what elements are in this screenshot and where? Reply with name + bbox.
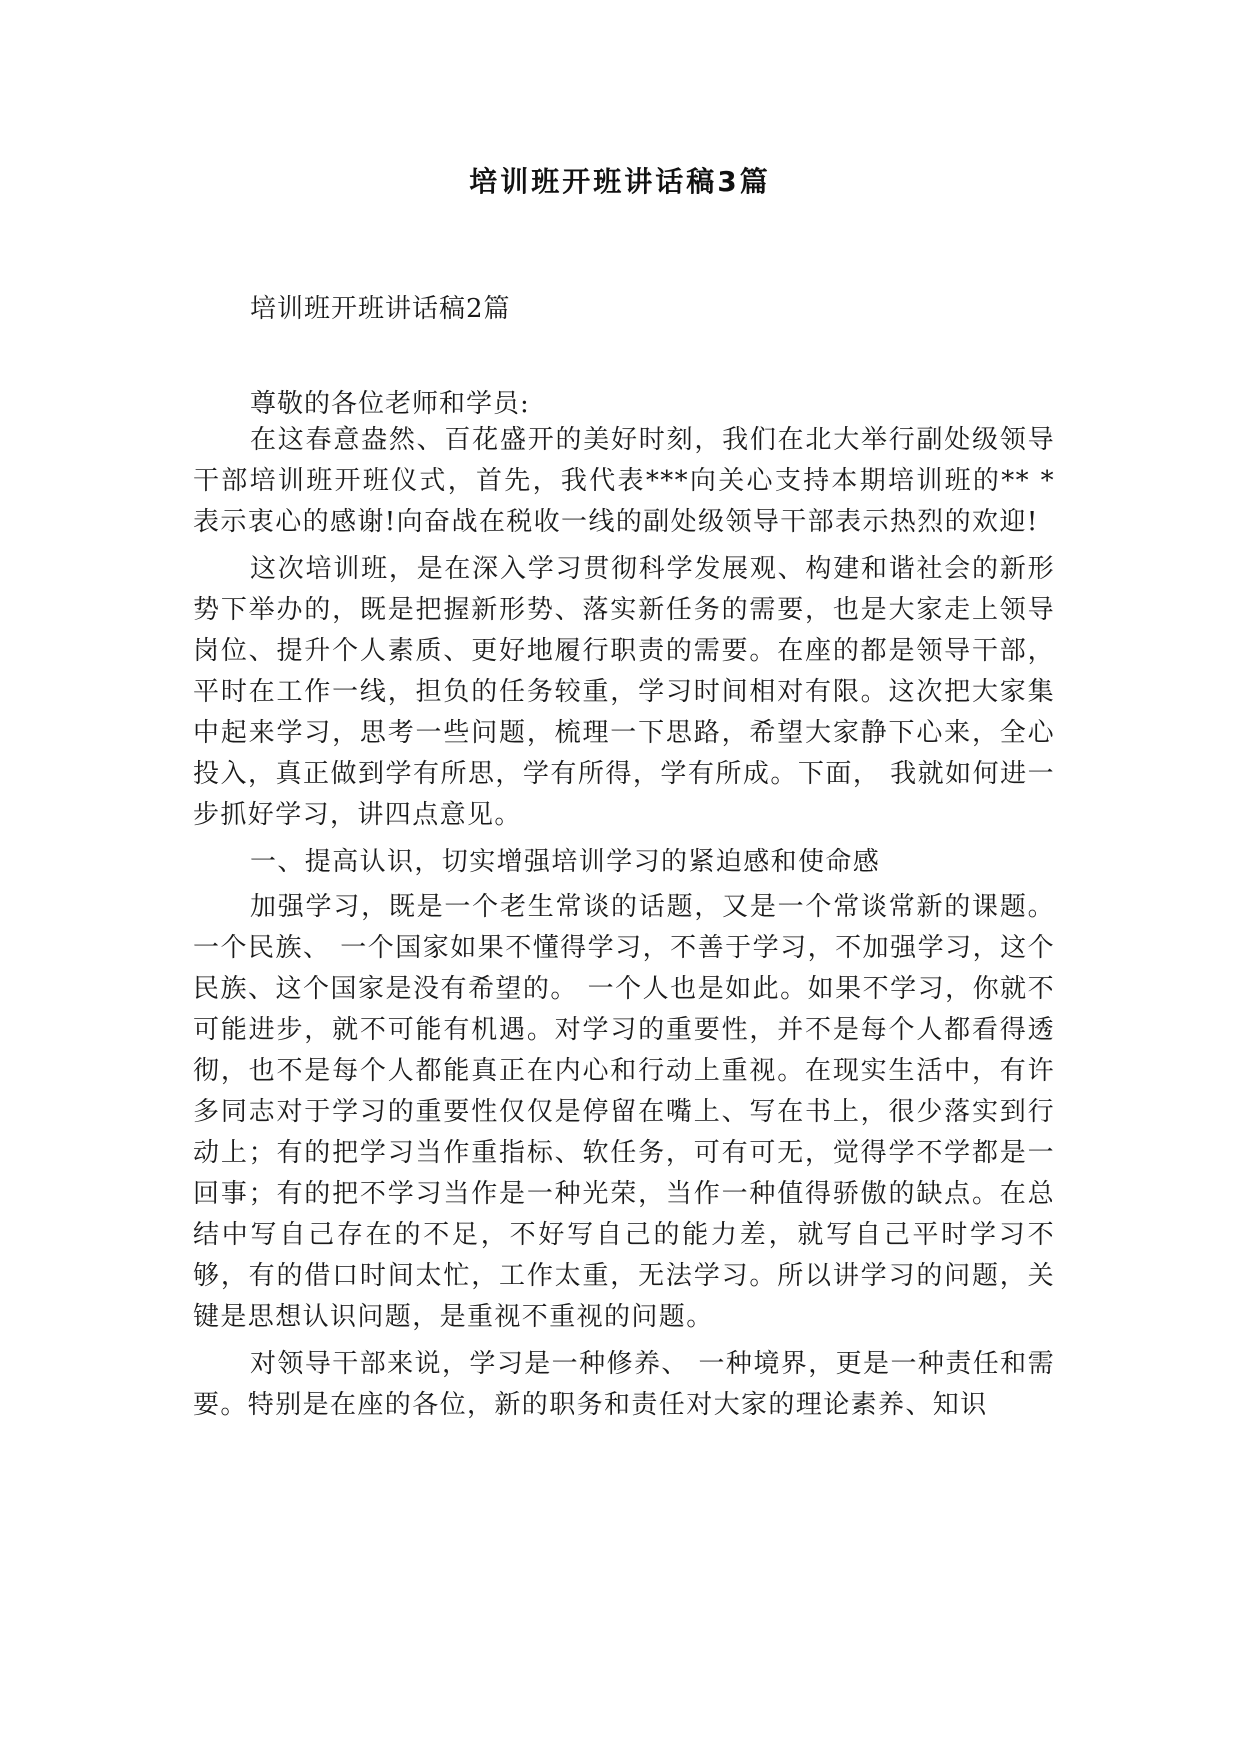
document-body: [193, 420, 1055, 1432]
paragraph-leadership-learning: 对领导干部来说，学习是一种修养、 一种境界，更是一种责任和需要。特别是在座的各位，新的职务和责任对大家的理论素养、知识: [193, 1349, 1055, 1420]
section-heading-1: 一、提高认识，切实增强培训学习的紧迫感和使命感: [250, 847, 881, 877]
document-title: 培训班开班讲话稿3篇: [469, 165, 771, 198]
paragraph-purpose: 这次培训班，是在深入学习贯彻科学发展观、构建和谐社会的新形势下举办的，既是把握新形势、落实新任务的需要，也是大家走上领导岗位、提升个人素质、更好地履行职责的需要。在座的都是领导干部，平时在工作一线，担负的任务较重，学习时间相对有限。这次把大家集中起来学习，思考一些问题，梳理一下思路，希望大家静下心来，全心投入，真正做到学有所思，学有所得，学有所成。下面， 我就如何进一步抓好学习，讲四点意见。: [193, 554, 1055, 830]
paragraph-learning-importance: 加强学习，既是一个老生常谈的话题，又是一个常谈常新的课题。一个民族、 一个国家如果不懂得学习，不善于学习，不加强学习，这个民族、这个国家是没有希望的。 一个人也是如此。如果不学习，你就不可能进步，就不可能有机遇。对学习的重要性，并不是每个人都看得透彻，也不是每个人都能真正在内心和行动上重视。在现实生活中，有许多同志对于学习的重要性仅仅是停留在嘴上、写在书上，很少落实到行动上；有的把学习当作重指标、软任务，可有可无，觉得学不学都是一回事；有的把不学习当作是一种光荣，当作一种值得骄傲的缺点。在总结中写自己存在的不足，不好写自己的能力差，就写自己平时学习不够，有的借口时间太忙，工作太重，无法学习。所以讲学习的问题，关键是思想认识问题，是重视不重视的问题。: [193, 892, 1055, 1332]
document-subtitle: 培训班开班讲话稿2篇: [250, 294, 511, 324]
salutation: 尊敬的各位老师和学员:: [250, 389, 530, 419]
paragraph-opening: 在这春意盎然、百花盛开的美好时刻，我们在北大举行副处级领导干部培训班开班仪式，首先，我代表***向关心支持本期培训班的** *表示衷心的感谢!向奋战在税收一线的副处级领导干部表示热烈的欢迎!: [193, 425, 1055, 537]
